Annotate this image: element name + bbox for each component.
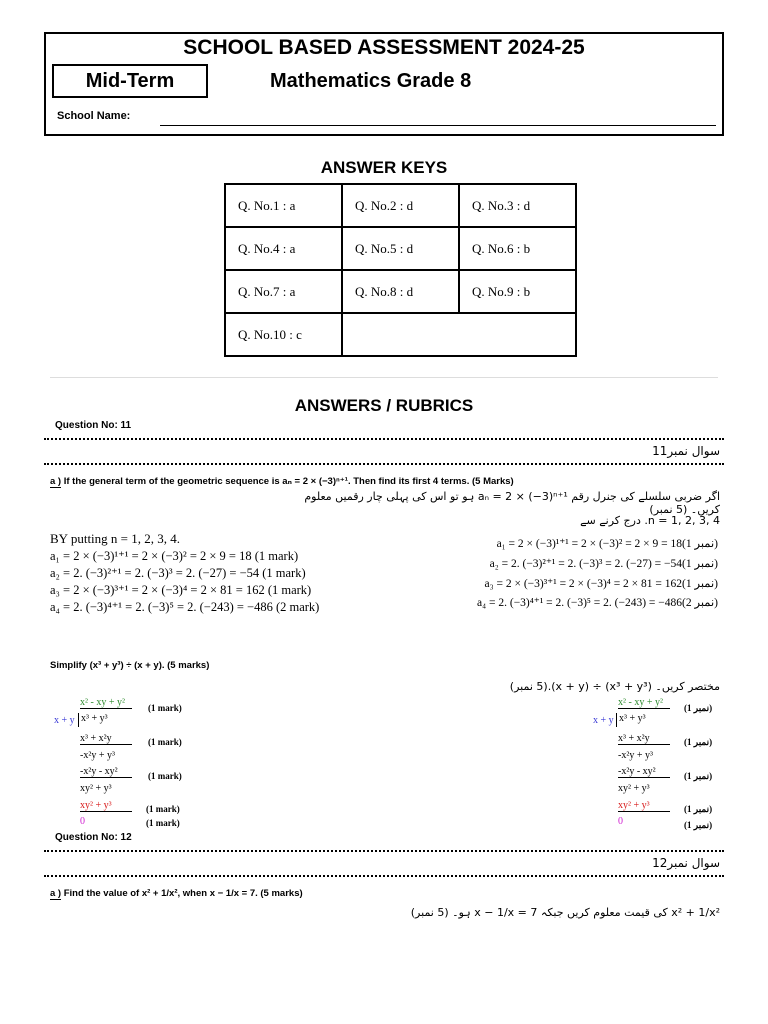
dotted-divider <box>44 438 724 440</box>
subtract-1: x³ + x²y <box>80 733 132 745</box>
remainder-3: 0 <box>618 816 623 827</box>
dividend: x³ + y³ <box>616 713 646 727</box>
dividend: x³ + y³ <box>78 713 108 727</box>
table-cell: Q. No.1 : a <box>225 184 342 227</box>
school-name-label: School Name: <box>57 110 131 122</box>
table-row <box>225 227 576 270</box>
table-cell: Q. No.9 : b <box>459 270 576 313</box>
question-11-label: Question No: 11 <box>55 420 132 431</box>
answer-keys-heading: ANSWER KEYS <box>320 158 448 177</box>
subtract-3: xy² + y³ <box>80 800 132 812</box>
q11-part-a-urdu: اگر ضربی سلسلے کی جنرل رقم aₙ = 2 × (−3)ⁿ⁺¹ ہو تو اس کی پہلی چار رقمیں معلوم کریں۔ (5 نمبر) <box>304 490 720 516</box>
q12-part-a-urdu: x² + 1/x² کی قیمت معلوم کریں جبکہ x − 1/x = 7 ہو۔ (5 نمبر) <box>410 906 720 919</box>
question-11-urdu-label: سوال نمبر11 <box>652 444 720 458</box>
step-a3: a₃ = 2 × (−3)³⁺¹ = 2 × (−3)⁴ = 2 × 81 = 162 (1 mark) <box>50 583 312 597</box>
dotted-divider <box>44 463 724 465</box>
by-putting: BY putting n = 1, 2, 3, 4. <box>50 531 180 546</box>
part-a-text: Find the value of x² + 1/x², when x − 1/x = 7. (5 marks) <box>63 888 303 899</box>
step-a2-urdu: a₂ = 2. (−3)²⁺¹ = 2. (−3)³ = 2. (−27) = −54(1 نمبر) <box>489 558 718 570</box>
table-row <box>225 270 576 313</box>
part-a-prefix: a ) <box>50 476 62 487</box>
mark: (1 mark) <box>148 703 182 713</box>
step-a4: a₄ = 2. (−3)⁴⁺¹ = 2. (−3)⁵ = 2. (−243) = −486 (2 mark) <box>50 600 320 614</box>
step-a4-urdu: a₄ = 2. (−3)⁴⁺¹ = 2. (−3)⁵ = 2. (−243) = −486(2 نمبر) <box>477 597 718 609</box>
question-12-urdu-label: سوال نمبر12 <box>652 856 720 870</box>
step-a3-urdu: a₃ = 2 × (−3)³⁺¹ = 2 × (−3)⁴ = 2 × 81 = 162(1 نمبر) <box>484 578 718 590</box>
mark: (1 mark) <box>148 737 182 747</box>
table-row <box>225 313 576 356</box>
table-cell: Q. No.2 : d <box>342 184 459 227</box>
remainder-2: xy² + y³ <box>618 783 650 794</box>
mark-urdu: (1 نمبر) <box>684 771 713 781</box>
subject-title: Mathematics Grade 8 <box>270 70 472 92</box>
mark: (1 mark) <box>146 818 180 828</box>
step-a1-urdu: a₁ = 2 × (−3)¹⁺¹ = 2 × (−3)² = 2 × 9 = 18(1 نمبر) <box>496 538 718 550</box>
dotted-divider <box>44 875 724 877</box>
table-cell: Q. No.3 : d <box>459 184 576 227</box>
q11-part-b: Simplify (x³ + y³) ÷ (x + y). (5 marks) <box>50 660 210 671</box>
quotient: x² - xy + y² <box>80 697 132 709</box>
q12-part-a <box>50 888 303 899</box>
subtract-3: xy² + y³ <box>618 800 670 812</box>
subtract-2: -x²y - xy² <box>80 766 132 778</box>
step-a2: a₂ = 2. (−3)²⁺¹ = 2. (−3)³ = 2. (−27) = −54 (1 mark) <box>50 566 306 580</box>
divisor: x + y <box>54 715 75 726</box>
quotient: x² - xy + y² <box>618 697 670 709</box>
table-cell: Q. No.8 : d <box>342 270 459 313</box>
mark-urdu: (1 نمبر) <box>684 804 713 814</box>
school-name-field[interactable] <box>160 125 716 126</box>
q11-part-b-urdu: مختصر کریں۔ (x³ + y³) ÷ (x + y).(5 نمبر) <box>509 680 720 693</box>
mark: (1 mark) <box>148 771 182 781</box>
table-cell <box>342 313 576 356</box>
rubrics-heading: ANSWERS / RUBRICS <box>294 396 474 415</box>
table-cell: Q. No.6 : b <box>459 227 576 270</box>
remainder-1: -x²y + y³ <box>618 750 653 761</box>
remainder-1: -x²y + y³ <box>80 750 115 761</box>
mark-urdu: (1 نمبر) <box>684 703 713 713</box>
question-12-label: Question No: 12 <box>55 832 132 843</box>
dotted-divider <box>44 850 724 852</box>
table-cell: Q. No.5 : d <box>342 227 459 270</box>
divisor: x + y <box>593 715 614 726</box>
part-a-text: If the general term of the geometric sequence is aₙ = 2 × (−3)ⁿ⁺¹. Then find its first 4 terms. (5 Marks) <box>63 476 514 487</box>
table-cell: Q. No.4 : a <box>225 227 342 270</box>
subtract-1: x³ + x²y <box>618 733 670 745</box>
remainder-2: xy² + y³ <box>80 783 112 794</box>
term-badge: Mid-Term <box>52 64 208 98</box>
table-row <box>225 184 576 227</box>
table-cell: Q. No.10 : c <box>225 313 342 356</box>
mark: (1 mark) <box>146 804 180 814</box>
divider <box>50 377 718 378</box>
remainder-3: 0 <box>80 816 85 827</box>
mark-urdu: (1 نمبر) <box>684 820 713 830</box>
subtract-2: -x²y - xy² <box>618 766 670 778</box>
mark-urdu: (1 نمبر) <box>684 737 713 747</box>
part-a-prefix: a ) <box>50 888 62 899</box>
q11-part-a <box>50 476 570 487</box>
answer-keys-table <box>224 183 577 357</box>
step-a1: a₁ = 2 × (−3)¹⁺¹ = 2 × (−3)² = 2 × 9 = 18 (1 mark) <box>50 549 299 563</box>
q11-part-a-urdu-2: n = 1, 2, 3, 4. درج کرنے سے <box>580 514 720 527</box>
document-title: SCHOOL BASED ASSESSMENT 2024-25 <box>183 36 585 59</box>
table-cell: Q. No.7 : a <box>225 270 342 313</box>
